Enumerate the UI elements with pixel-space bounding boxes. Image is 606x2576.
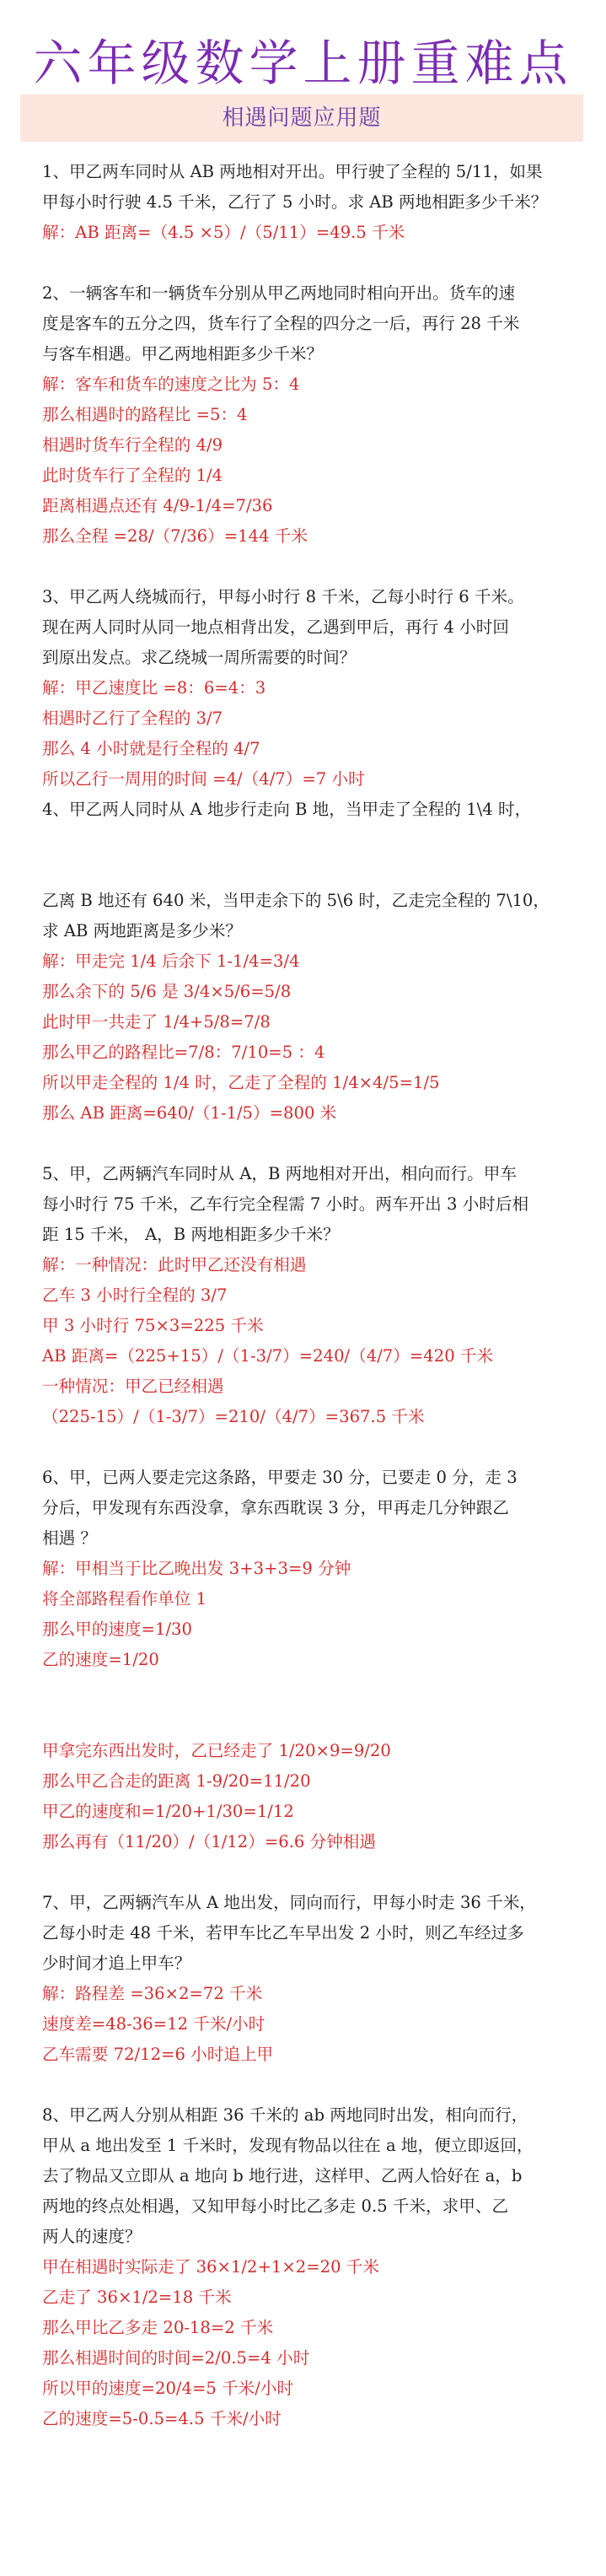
answer-line: 解：客车和货车的速度之比为 5：4 — [42, 375, 300, 394]
question-line: 两地的终点处相遇，又知甲每小时比乙多走 0.5 千米，求甲、乙 — [42, 2196, 509, 2216]
question-line: 甲每小时行驶 4.5 千米，乙行了 5 小时。求 AB 两地相距多少千米？ — [42, 192, 548, 212]
answer-line: 那么 4 小时就是行全程的 4/7 — [42, 739, 260, 758]
answer-line: 将全部路程看作单位 1 — [42, 1589, 207, 1609]
question-line: 距 15 千米， A，B 两地相距多少千米？ — [42, 1225, 340, 1244]
answer-line: 乙的速度=5-0.5=4.5 千米/小时 — [42, 2409, 282, 2428]
question-line: 相遇 ？ — [42, 1528, 98, 1548]
question-line: 现在两人同时从同一地点相背出发，乙遇到甲后，再行 4 小时回 — [42, 617, 509, 637]
problem-content — [42, 157, 582, 2552]
answer-line: 那么相遇时间的时间=2/0.5=4 小时 — [42, 2348, 310, 2368]
answer-line: 所以乙行一周用的时间 =4/（4/7）=7 小时 — [42, 769, 365, 789]
question-line: 乙离 B 地还有 640 米，当甲走余下的 5\6 时，乙走完全程的 7\10， — [42, 891, 550, 910]
answer-line: AB 距离=（225+15）/（1-3/7）=240/（4/7）=420 千米 — [42, 1346, 494, 1366]
answer-line: 乙的速度=1/20 — [42, 1650, 159, 1669]
page-title: 六年级数学上册重难点 — [33, 35, 573, 92]
subtitle-band — [20, 94, 583, 142]
answer-line: 那么全程 =28/（7/36）=144 千米 — [42, 526, 308, 546]
answer-line: 乙车需要 72/12=6 小时追上甲 — [42, 2045, 274, 2064]
question-line: 分后，甲发现有东西没拿，拿东西耽误 3 分，甲再走几分钟跟乙 — [42, 1498, 509, 1517]
answer-line: 一种情况：甲乙已经相遇 — [42, 1377, 224, 1396]
answer-line: （225-15）/（1-3/7）=210/（4/7）=367.5 千米 — [42, 1407, 425, 1426]
answer-line: 那么余下的 5/6 是 3/4×5/6=5/8 — [42, 982, 292, 1001]
answer-line: 甲拿完东西出发时，乙已经走了 1/20×9=9/20 — [42, 1741, 391, 1760]
question-line: 甲从 a 地出发至 1 千米时，发现有物品以往在 a 地，便立即返回， — [42, 2136, 534, 2155]
answer-line: 那么相遇时的路程比 =5：4 — [42, 405, 248, 424]
question-line: 3、甲乙两人绕城而行，甲每小时行 8 千米，乙每小时行 6 千米。 — [42, 587, 524, 606]
question-line: 7、甲，乙两辆汽车从 A 地出发，同向而行，甲每小时走 36 千米， — [42, 1893, 536, 1912]
question-line: 到原出发点。求乙绕城一周所需要的时间？ — [42, 648, 357, 667]
answer-line: 乙走了 36×1/2=18 千米 — [42, 2288, 232, 2307]
answer-line: 解：甲乙速度比 =8：6=4：3 — [42, 678, 266, 698]
answer-line: 甲乙的速度和=1/20+1/30=1/12 — [42, 1802, 294, 1821]
question-line: 两人的速度？ — [42, 2227, 142, 2246]
answer-line: 那么甲乙合走的距离 1-9/20=11/20 — [42, 1771, 311, 1791]
answer-line: 乙车 3 小时行全程的 3/7 — [42, 1285, 228, 1305]
question-line: 每小时行 75 千米，乙车行完全程需 7 小时。两车开出 3 小时后相 — [42, 1194, 529, 1214]
answer-line: 相遇时货车行全程的 4/9 — [42, 435, 223, 455]
answer-line: 速度差=48-36=12 千米/小时 — [42, 2014, 265, 2034]
question-line: 与客车相遇。甲乙两地相距多少千米？ — [42, 344, 324, 364]
answer-line: 那么甲比乙多走 20-18=2 千米 — [42, 2318, 274, 2337]
question-line: 1、甲乙两车同时从 AB 两地相对开出。甲行驶了全程的 5/11，如果 — [42, 162, 543, 181]
question-line: 少时间才追上甲车？ — [42, 1954, 191, 1973]
answer-line: 那么甲乙的路程比=7/8：7/10=5 ：4 — [42, 1043, 325, 1062]
question-line: 乙每小时走 48 千米，若甲车比乙车早出发 2 小时，则乙车经过多 — [42, 1923, 524, 1943]
question-line: 去了物品又立即从 a 地向 b 地行进，这样甲、乙两人恰好在 a，b — [42, 2166, 523, 2185]
page-subtitle: 相遇问题应用题 — [222, 105, 382, 131]
question-line: 5、甲，乙两辆汽车同时从 A，B 两地相对开出，相向而行。甲车 — [42, 1164, 517, 1183]
answer-line: 那么 AB 距离=640/（1-1/5）=800 米 — [42, 1103, 337, 1123]
answer-line: 相遇时乙行了全程的 3/7 — [42, 709, 223, 728]
question-line: 求 AB 两地距离是多少米？ — [42, 921, 242, 940]
question-line: 4、甲乙两人同时从 A 地步行走向 B 地，当甲走了全程的 1\4 时， — [42, 800, 532, 819]
answer-line: 解：一种情况：此时甲乙还没有相遇 — [42, 1255, 307, 1275]
question-line: 度是客车的五分之四，货车行了全程的四分之一后，再行 28 千米 — [42, 314, 520, 333]
answer-line: 解：甲相当于比乙晚出发 3+3+3=9 分钟 — [42, 1559, 351, 1578]
answer-line: 解：路程差 =36×2=72 千米 — [42, 1984, 263, 2003]
answer-line: 所以甲走全程的 1/4 时，乙走了全程的 1/4×4/5=1/5 — [42, 1073, 440, 1092]
question-line: 8、甲乙两人分别从相距 36 千米的 ab 两地同时出发，相向而行， — [42, 2105, 528, 2125]
answer-line: 解：AB 距离=（4.5 ×5）/（5/11）=49.5 千米 — [42, 223, 405, 242]
answer-line: 甲 3 小时行 75×3=225 千米 — [42, 1316, 264, 1335]
question-line: 2、一辆客车和一辆货车分别从甲乙两地同时相向开出。货车的速 — [42, 283, 516, 303]
answer-line: 那么甲的速度=1/30 — [42, 1619, 192, 1639]
answer-line: 甲在相遇时实际走了 36×1/2+1×2=20 千米 — [42, 2257, 379, 2277]
answer-line: 那么再有（11/20）/（1/12）=6.6 分钟相遇 — [42, 1832, 376, 1851]
answer-line: 解：甲走完 1/4 后余下 1-1/4=3/4 — [42, 951, 300, 971]
answer-line: 此时甲一共走了 1/4+5/8=7/8 — [42, 1012, 271, 1032]
answer-line: 此时货车行了全程的 1/4 — [42, 466, 223, 485]
answer-line: 所以甲的速度=20/4=5 千米/小时 — [42, 2379, 294, 2398]
answer-line: 距离相遇点还有 4/9-1/4=7/36 — [42, 496, 273, 515]
question-line: 6、甲，已两人要走完这条路，甲要走 30 分，已要走 0 分，走 3 — [42, 1468, 518, 1487]
